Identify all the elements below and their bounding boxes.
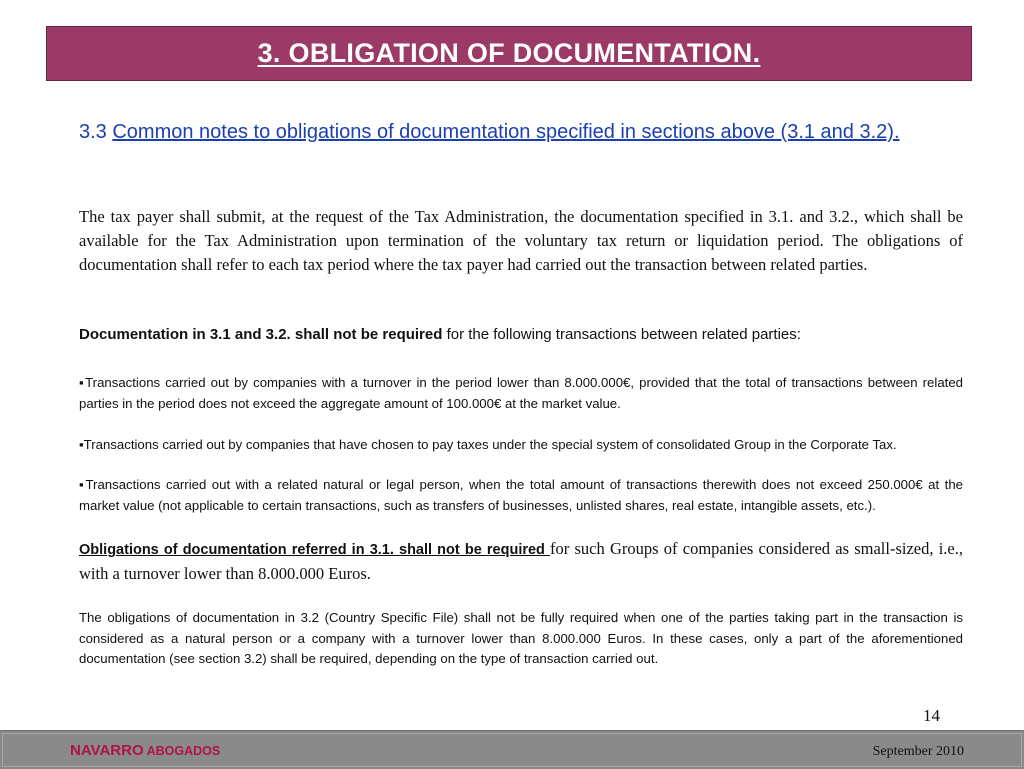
bullet-item: ▪Transactions carried out by companies that have chosen to pay taxes under the special system of consolidated Group in the Corporate Tax. <box>79 437 897 452</box>
brand-small: ABOGADOS <box>143 744 221 758</box>
bullet-item: ▪Transactions carried out with a related natural or legal person, when the total amount of transactions therewith does not exceed 250.000€ at the market value (not applicable to certain transactions, such as transfers of businesses, unlisted shares, real estate, intangible assets, etc.). <box>79 477 963 513</box>
section-heading-text: Common notes to obligations of documentation specified in sections above (3.1 and 3.2). <box>112 121 900 143</box>
slide-title: 3. OBLIGATION OF DOCUMENTATION. <box>257 38 761 68</box>
brand-logo <box>70 742 220 759</box>
documentation-exemption-rest: for the following transactions between related parties: <box>442 326 801 343</box>
footer-date: September 2010 <box>872 744 964 759</box>
groups-paragraph <box>79 537 963 586</box>
bullet-item: ▪Transactions carried out by companies with a turnover in the period lower than 8.000.000€, provided that the total of transactions between related parties in the period does not exceed the aggregate amount of 100.000€ at the market value. <box>79 375 963 411</box>
title-bar <box>46 26 972 81</box>
intro-paragraph: The tax payer shall submit, at the request of the Tax Administration, the documentation specified in 3.1. and 3.2., which shall be available for the Tax Administration upon termination of the voluntary tax return or liquidation period. The obligations of documentation shall refer to each tax period where the tax payer had carried out the transaction between related parties. <box>79 207 963 274</box>
groups-bold: Obligations of documentation referred in 3.1. shall not be required <box>79 542 551 558</box>
documentation-exemption-line <box>79 324 963 346</box>
brand-main: NAVARRO <box>70 742 144 759</box>
section-heading <box>79 118 963 147</box>
final-paragraph: The obligations of documentation in 3.2 (Country Specific File) shall not be fully required when one of the parties taking part in the transaction is considered as a natural person or a company with a turnover lower than 8.000.000 Euros. In these cases, only a part of the aforementioned documentation (see section 3.2) shall be required, depending on the type of transaction carried out. <box>79 610 963 666</box>
documentation-exemption-bold: Documentation in 3.1 and 3.2. shall not be required <box>79 326 443 343</box>
groups-rest: for such Groups of companies considered as small-sized, i.e., with a turnover lower than 8.000.000 Euros. <box>79 539 963 583</box>
section-number: 3.3 <box>79 121 113 143</box>
page-number: 14 <box>923 706 940 725</box>
